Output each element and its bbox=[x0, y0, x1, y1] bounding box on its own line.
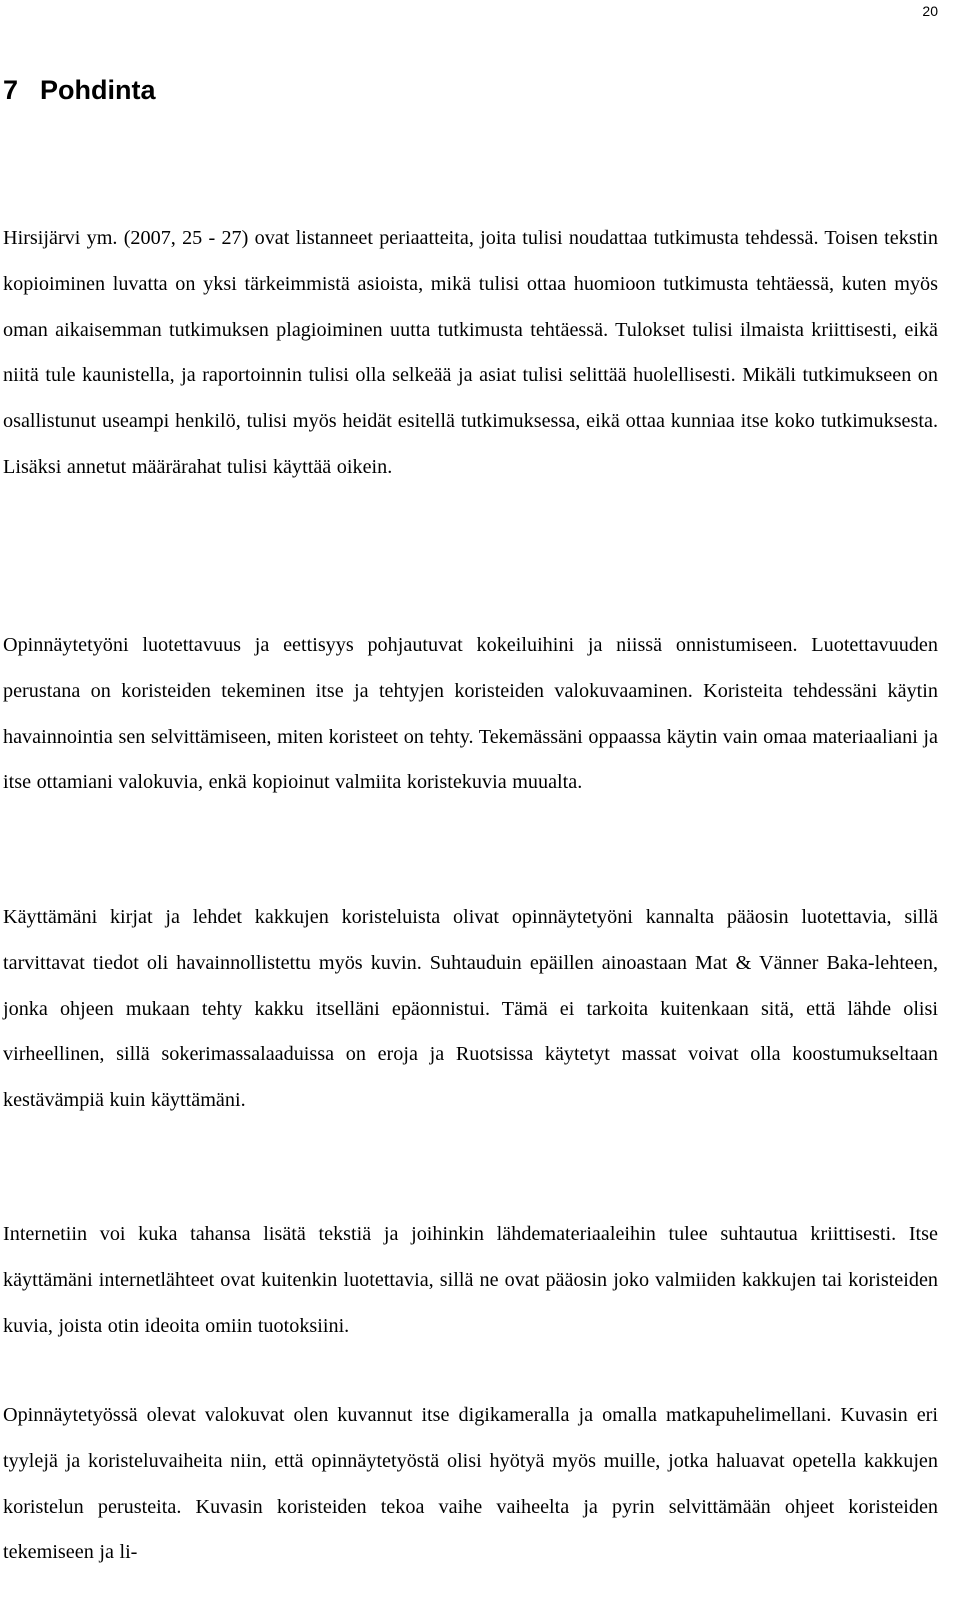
paragraph-internet-sources: Internetiin voi kuka tahansa lisätä tekstiä ja joihinkin lähdemateriaaleihin tulee suhtautua kriittisesti. Itse käyttämäni internetlähteet ovat kuitenkin luotettavia, sillä ne ovat pääosin joko valmiiden kakkujen tai koristeiden kuvia, joista otin ideoita omiin tuotoksiini. bbox=[3, 1223, 938, 1337]
chapter-heading bbox=[3, 70, 156, 110]
paragraph-book-sources: Käyttämäni kirjat ja lehdet kakkujen koristeluista olivat opinnäytetyöni kannalta pääosin luotettavia, sillä tarvittavat tiedot oli havainnollistettu myös kuvin. Suhtauduin epäillen ainoastaan Mat & Vänner Baka-lehteen, jonka ohjeen mukaan tehty kakku itselläni epäonnistui. Tämä ei tarkoita kuitenkaan sitä, että lähde olisi virheellinen, sillä sokerimassalaaduissa on eroja ja Ruotsissa käytetyt massat voivat olla koostumukseltaan kestävämpiä kuin käyttämäni. bbox=[3, 906, 938, 1112]
paragraph-reliability-ethics: Opinnäytetyöni luotettavuus ja eettisyys pohjautuvat kokeiluihini ja niissä onnistumiseen. Luotettavuuden perustana on koristeiden tekeminen itse ja tehtyjen koristeiden valokuvaaminen. Koristeita tehdessäni käytin havainnointia sen selvittämiseen, miten koristeet on tehty. Tekemässäni oppaassa käytin vain omaa materiaaliani ja itse ottamiani valokuvia, enkä kopioinut valmiita koristekuvia muualta. bbox=[3, 634, 938, 794]
paragraph-research-principles: Hirsijärvi ym. (2007, 25 - 27) ovat listanneet periaatteita, joita tulisi noudattaa tutkimusta tehdessä. Toisen tekstin kopioiminen luvatta on yksi tärkeimmistä asioista, mikä tulisi ottaa huomioon tutkimusta tehtäessä, kuten myös oman aikaisemman tutkimuksen plagioiminen uutta tutkimusta tehtäessä. Tulokset tulisi ilmaista kriittisesti, eikä niitä tule kaunistella, ja raportoinnin tulisi olla selkeää ja asiat tulisi selittää huolellisesti. Mikäli tutkimukseen on osallistunut useampi henkilö, tulisi myös heidät esitellä tutkimuksessa, eikä ottaa kunniaa itse koko tutkimuksesta. Lisäksi annetut määrärahat tulisi käyttää oikein. bbox=[3, 227, 938, 478]
chapter-number: 7 bbox=[3, 75, 19, 105]
paragraph-photographs: Opinnäytetyössä olevat valokuvat olen kuvannut itse digikameralla ja omalla matkapuhelimellani. Kuvasin eri tyylejä ja koristeluvaiheita niin, että opinnäytetyöstä olisi hyötyä myös muille, jotka haluavat opetella kakkujen koristelun perusteita. Kuvasin koristeiden tekoa vaihe vaiheelta ja pyrin selvittämään ohjeet koristeiden tekemiseen ja li- bbox=[3, 1404, 938, 1564]
chapter-title: Pohdinta bbox=[40, 75, 156, 105]
page-number: 20 bbox=[922, 3, 938, 19]
